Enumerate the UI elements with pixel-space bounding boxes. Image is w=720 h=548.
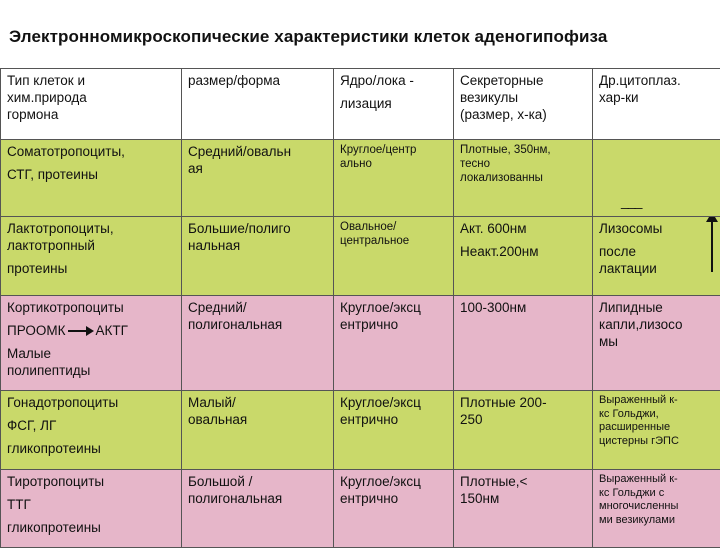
cell-nucleus: Круглое/эксц ентрично bbox=[334, 470, 454, 548]
header-cell-vesicles: Секреторные везикулы (размер, х-ка) bbox=[454, 69, 593, 140]
cell-vesicles: Акт. 600нм Неакт.200нм bbox=[454, 217, 593, 296]
cell-size: Большой / полигональная bbox=[182, 470, 334, 548]
cell-size: Малый/ овальная bbox=[182, 391, 334, 470]
cell-size: Средний/овальн ая bbox=[182, 140, 334, 217]
table-header-row bbox=[1, 69, 720, 140]
cell-type: Тиротропоциты ТТГ гликопротеины bbox=[1, 470, 182, 548]
cell-type: Гонадотропоциты ФСГ, ЛГ гликопротеины bbox=[1, 391, 182, 470]
cell-type: Соматотропоциты, СТГ, протеины bbox=[1, 140, 182, 217]
cell-nucleus: Круглое/эксц ентрично bbox=[334, 391, 454, 470]
cell-vesicles: Плотные 200- 250 bbox=[454, 391, 593, 470]
cell-nucleus: Овальное/ центральное bbox=[334, 217, 454, 296]
table-row-gonadotropocytes bbox=[1, 391, 720, 470]
cell-vesicles: Плотные, 350нм, тесно локализованны bbox=[454, 140, 593, 217]
cell-other: ___ bbox=[593, 140, 720, 217]
cell-characteristics-table bbox=[0, 68, 720, 548]
cell-size: Средний/ полигональная bbox=[182, 296, 334, 391]
arrow-right-icon bbox=[68, 326, 94, 336]
table-row-somatotropocytes bbox=[1, 140, 720, 217]
header-cell-other: Др.цитоплаз. хар-ки bbox=[593, 69, 720, 140]
cell-other: Липидные капли,лизосо мы bbox=[593, 296, 720, 391]
cell-size: Большие/полиго нальная bbox=[182, 217, 334, 296]
table-row-corticotropocytes bbox=[1, 296, 720, 391]
arrow-up-icon bbox=[706, 217, 718, 273]
table-row-thyrotropocytes bbox=[1, 470, 720, 548]
cell-type: Кортикотропоциты ПРООМК АКТГ Малые полипептиды bbox=[1, 296, 182, 391]
cell-vesicles: 100-300нм bbox=[454, 296, 593, 391]
header-cell-type: Тип клеток и хим.природа гормона bbox=[1, 69, 182, 140]
cell-other: Выраженный к- кс Гольджи, расширенные цистерны гЭПС bbox=[593, 391, 720, 470]
page-title: Электронномикроскопические характеристики клеток аденогипофиза bbox=[9, 27, 607, 47]
cell-vesicles: Плотные,< 150нм bbox=[454, 470, 593, 548]
table-row-lactotropocytes bbox=[1, 217, 720, 296]
cell-other: Лизосомы после лактации bbox=[593, 217, 720, 296]
header-cell-size: размер/форма bbox=[182, 69, 334, 140]
header-cell-nucleus: Ядро/лока - лизация bbox=[334, 69, 454, 140]
cell-nucleus: Круглое/центр ально bbox=[334, 140, 454, 217]
cell-nucleus: Круглое/эксц ентрично bbox=[334, 296, 454, 391]
cell-type: Лактотропоциты, лактотропный протеины bbox=[1, 217, 182, 296]
cell-other: Выраженный к- кс Гольджи с многочисленны ми везикулами bbox=[593, 470, 720, 548]
